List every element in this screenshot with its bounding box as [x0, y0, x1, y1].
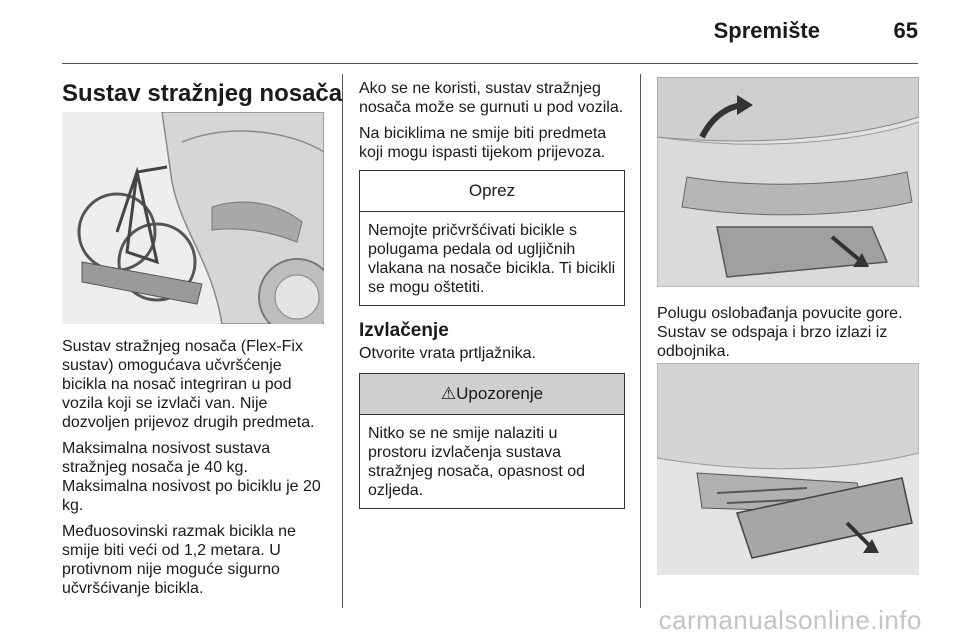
subsection-title: Izvlačenje: [359, 320, 449, 341]
section-title: Sustav stražnjeg nosača: [62, 80, 343, 107]
caution-box: [359, 170, 625, 306]
warning-text: Nitko se ne smije nalaziti u prostoru izvlačenja sustava stražnjeg nosača, opasnost od ozljeda.: [368, 425, 586, 499]
paragraph: Na biciklima ne smije biti predmeta koji mogu ispasti tijekom prijevoza.: [359, 125, 607, 161]
carrier-extended-illustration: [657, 363, 919, 575]
page-number: 65: [893, 18, 918, 43]
warning-box: [359, 373, 625, 509]
caution-title: Oprez: [360, 171, 624, 212]
column-divider: [640, 74, 641, 608]
subsection-text: Otvorite vrata prtljažnika.: [359, 345, 536, 362]
column-3-text: [657, 304, 927, 368]
paragraph: Maksimalna nosivost sustava stražnjeg nosača je 40 kg. Maksimalna nosivost po biciklu je 20 kg.: [62, 440, 321, 514]
header-title: Spremište: [713, 18, 820, 43]
caution-text: Nemojte pričvršćivati bicikle s polugama pedala od ugljičnih vlakana na nosače bicikla. Ti bicikli se mogu oštetiti.: [368, 222, 616, 296]
warning-triangle-icon: ⚠: [440, 384, 457, 403]
bike-carrier-illustration: [62, 112, 324, 324]
warning-title: Upozorenje: [456, 384, 544, 403]
bumper-release-illustration: [657, 77, 919, 287]
caption: Polugu oslobađanja povucite gore. Sustav se odspaja i brzo izlazi iz odbojnika.: [657, 305, 903, 360]
watermark: carmanualsonline.info: [658, 605, 922, 635]
paragraph: Sustav stražnjeg nosača (Flex-Fix sustav) omogućava učvršćenje bicikla na nosač integriran u pod vozila koji se izvlači van. Nije dozvoljen prijevoz drugih predmeta.: [62, 338, 315, 431]
column-1-text: [62, 337, 330, 605]
header-rule: [62, 63, 918, 64]
column-divider: [342, 74, 343, 608]
warning-header: [360, 374, 624, 415]
paragraph: Međuosovinski razmak bicikla ne smije biti veći od 1,2 metara. U protivnom nije moguće sigurno učvršćivanje bicikla.: [62, 523, 296, 597]
column-2-text: [359, 79, 625, 519]
paragraph: Ako se ne koristi, sustav stražnjeg nosača može se gurnuti u pod vozila.: [359, 80, 624, 116]
